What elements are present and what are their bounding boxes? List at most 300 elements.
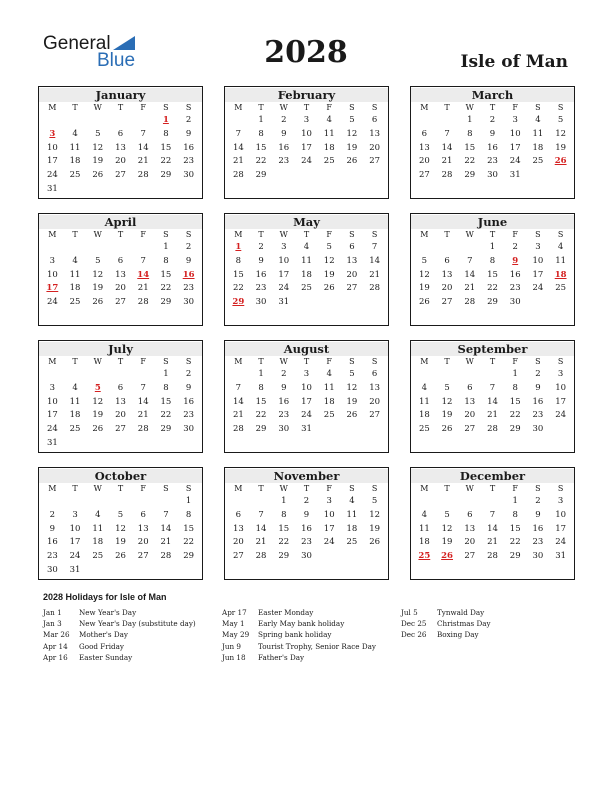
day-cell: 28 — [232, 170, 244, 181]
weekday-label: F — [512, 484, 518, 493]
day-cell: 22 — [509, 410, 521, 421]
day-cell: 29 — [255, 424, 267, 435]
holiday-day: 5 — [94, 382, 101, 393]
day-cell: 10 — [555, 509, 567, 520]
day-cell: 10 — [69, 523, 81, 534]
day-cell: 26 — [92, 170, 104, 181]
weekday-label: T — [489, 484, 496, 493]
empty-cell — [436, 114, 459, 128]
day-cell: 22 — [160, 156, 172, 167]
empty-cell — [109, 241, 132, 255]
day-cell: 29 — [160, 424, 172, 435]
empty-cell — [86, 495, 109, 509]
day-cell: 13 — [137, 523, 149, 534]
empty-cell — [413, 241, 436, 255]
day-cell: 10 — [301, 382, 312, 393]
day-cell: 5 — [421, 255, 428, 266]
day-cell: 13 — [115, 269, 126, 280]
day-cell: 19 — [346, 396, 358, 407]
day-cell: 4 — [326, 369, 332, 379]
day-cell: 29 — [160, 170, 172, 181]
weekday-label: T — [258, 103, 264, 112]
day-cell: 1 — [185, 496, 192, 506]
holiday-date: Apr 14 — [43, 641, 68, 651]
day-cell: 21 — [441, 156, 453, 167]
month-title: May — [225, 215, 388, 229]
month-january — [38, 86, 203, 199]
day-cell: 30 — [183, 170, 195, 181]
day-cell: 27 — [115, 424, 126, 435]
day-cell: 19 — [441, 410, 453, 421]
day-cell: 14 — [137, 142, 149, 153]
day-cell: 3 — [303, 115, 310, 125]
day-cell: 17 — [301, 142, 312, 153]
day-cell: 29 — [487, 297, 498, 308]
day-cell: 1 — [163, 369, 169, 379]
day-cell: 23 — [487, 156, 498, 167]
holiday-date: Jan 1 — [43, 608, 62, 617]
calendar-year: 2028 — [264, 35, 348, 70]
day-cell: 13 — [418, 142, 430, 153]
weekday-label: S — [557, 230, 564, 239]
day-cell: 2 — [258, 242, 264, 252]
weekday-label: F — [326, 230, 332, 239]
day-cell: 14 — [441, 142, 453, 153]
day-cell: 4 — [72, 255, 78, 266]
weekday-label: T — [258, 357, 264, 366]
day-cell: 6 — [117, 255, 124, 266]
day-cell: 30 — [532, 424, 544, 435]
holiday-date: Jul 5 — [401, 608, 418, 617]
weekday-label: S — [349, 357, 355, 366]
day-cell: 10 — [46, 269, 58, 280]
day-cell: 8 — [163, 255, 169, 266]
day-cell: 6 — [117, 128, 124, 139]
day-cell: 8 — [258, 128, 264, 139]
empty-cell — [227, 368, 250, 382]
day-cell: 6 — [235, 509, 242, 520]
day-cell: 23 — [278, 410, 290, 421]
day-grid — [225, 356, 388, 437]
month-title: July — [39, 342, 202, 356]
day-cell: 11 — [346, 509, 358, 520]
day-cell: 12 — [346, 128, 358, 139]
day-cell: 9 — [489, 128, 496, 139]
day-cell: 28 — [137, 297, 149, 308]
day-cell: 17 — [555, 396, 567, 407]
weekday-label: M — [48, 357, 57, 366]
day-cell: 23 — [46, 551, 58, 562]
empty-cell — [413, 368, 436, 382]
day-cell: 30 — [301, 551, 312, 562]
day-cell: 11 — [418, 396, 430, 407]
day-cell: 23 — [255, 283, 267, 294]
empty-cell — [436, 495, 459, 509]
day-cell: 5 — [444, 382, 450, 393]
day-cell: 17 — [532, 269, 544, 280]
empty-cell — [109, 495, 132, 509]
day-cell: 29 — [255, 170, 267, 181]
empty-cell — [436, 241, 459, 255]
weekday-label: T — [258, 484, 264, 493]
day-cell: 27 — [369, 156, 381, 167]
day-grid — [225, 102, 388, 183]
weekday-label: F — [140, 484, 146, 493]
day-cell: 26 — [369, 537, 381, 548]
day-cell: 6 — [371, 115, 378, 125]
month-title: April — [39, 215, 202, 229]
day-cell: 27 — [115, 297, 126, 308]
day-cell: 16 — [509, 269, 521, 280]
day-cell: 13 — [464, 396, 476, 407]
day-cell: 24 — [301, 410, 312, 421]
day-cell: 12 — [92, 269, 104, 280]
day-cell: 8 — [163, 128, 169, 139]
day-cell: 28 — [255, 551, 267, 562]
weekday-label: F — [326, 357, 332, 366]
holiday-day: 1 — [235, 242, 242, 252]
weekday-label: M — [420, 230, 429, 239]
day-cell: 23 — [183, 156, 195, 167]
holiday-date: Dec 25 — [401, 619, 427, 629]
day-cell: 27 — [115, 170, 126, 181]
empty-cell — [413, 495, 436, 509]
day-cell: 12 — [323, 255, 335, 266]
day-grid — [39, 356, 202, 451]
day-cell: 12 — [115, 523, 126, 534]
day-cell: 26 — [115, 551, 126, 562]
empty-cell — [227, 495, 250, 509]
weekday-label: S — [185, 484, 192, 493]
day-cell: 18 — [69, 156, 81, 167]
day-cell: 3 — [326, 496, 332, 506]
day-cell: 20 — [346, 269, 358, 280]
holiday-row — [222, 629, 376, 640]
day-cell: 25 — [69, 297, 81, 308]
day-cell: 8 — [235, 255, 242, 266]
day-cell: 7 — [371, 242, 378, 252]
day-cell: 26 — [441, 424, 453, 435]
holiday-day: 26 — [441, 551, 453, 562]
day-cell: 23 — [183, 283, 195, 294]
day-cell: 21 — [464, 283, 476, 294]
day-cell: 15 — [183, 523, 195, 534]
day-cell: 24 — [46, 424, 58, 435]
weekday-label: F — [326, 484, 332, 493]
day-cell: 19 — [418, 283, 430, 294]
holiday-name: Easter Sunday — [79, 652, 133, 662]
day-cell: 9 — [49, 523, 56, 534]
day-cell: 10 — [46, 396, 58, 407]
day-cell: 18 — [69, 410, 81, 421]
weekday-label: T — [489, 230, 496, 239]
day-cell: 9 — [535, 382, 541, 393]
holiday-day: 14 — [137, 269, 150, 280]
holidays-title: 2028 Holidays for Isle of Man — [43, 592, 167, 602]
day-cell: 18 — [92, 537, 104, 548]
day-cell: 15 — [464, 142, 476, 153]
day-cell: 31 — [278, 297, 290, 308]
weekday-label: W — [465, 484, 474, 493]
day-grid — [39, 229, 202, 310]
day-cell: 23 — [509, 283, 521, 294]
day-cell: 5 — [349, 115, 355, 125]
day-cell: 29 — [509, 424, 521, 435]
weekday-label: T — [117, 357, 124, 366]
weekday-label: F — [140, 357, 146, 366]
weekday-label: W — [465, 103, 474, 112]
day-cell: 24 — [323, 537, 335, 548]
weekday-label: T — [72, 103, 78, 112]
day-cell: 17 — [323, 523, 335, 534]
day-cell: 30 — [278, 424, 290, 435]
day-cell: 16 — [532, 396, 544, 407]
day-cell: 18 — [532, 142, 544, 153]
day-cell: 21 — [232, 410, 244, 421]
day-cell: 24 — [69, 551, 81, 562]
holiday-row — [222, 641, 376, 652]
day-cell: 30 — [255, 297, 267, 308]
day-cell: 19 — [92, 156, 104, 167]
weekday-label: S — [163, 357, 169, 366]
day-cell: 2 — [535, 369, 541, 379]
day-cell: 18 — [418, 410, 430, 421]
weekday-label: T — [444, 484, 450, 493]
day-cell: 24 — [509, 156, 521, 167]
holiday-row — [43, 618, 196, 629]
day-cell: 10 — [532, 255, 544, 266]
month-title: October — [39, 469, 202, 483]
day-grid — [225, 229, 388, 310]
weekday-label: W — [93, 230, 102, 239]
day-cell: 18 — [418, 537, 430, 548]
day-cell: 4 — [72, 382, 78, 393]
day-cell: 31 — [46, 437, 58, 448]
weekday-label: T — [117, 484, 124, 493]
day-cell: 8 — [185, 509, 192, 520]
holiday-date: May 1 — [222, 619, 245, 629]
day-cell: 15 — [232, 269, 244, 280]
day-cell: 13 — [115, 396, 126, 407]
empty-cell — [109, 368, 132, 382]
day-cell: 5 — [557, 115, 564, 125]
weekday-label: T — [444, 357, 450, 366]
weekday-label: F — [326, 103, 332, 112]
day-cell: 1 — [281, 496, 287, 506]
holiday-column — [222, 607, 376, 663]
weekday-label: T — [489, 357, 496, 366]
empty-cell — [132, 114, 155, 128]
day-cell: 21 — [255, 537, 267, 548]
empty-cell — [458, 495, 481, 509]
day-grid — [225, 483, 388, 564]
day-cell: 22 — [509, 537, 521, 548]
day-cell: 19 — [441, 537, 453, 548]
day-cell: 17 — [301, 396, 312, 407]
day-cell: 13 — [346, 255, 358, 266]
day-cell: 29 — [183, 551, 195, 562]
day-cell: 15 — [278, 523, 290, 534]
weekday-label: S — [349, 230, 355, 239]
holiday-date: Jun 18 — [222, 652, 246, 662]
empty-cell — [458, 368, 481, 382]
day-cell: 6 — [444, 255, 450, 266]
day-cell: 3 — [535, 242, 541, 252]
weekday-label: M — [48, 103, 57, 112]
day-cell: 27 — [232, 551, 244, 562]
day-cell: 10 — [278, 255, 290, 266]
holiday-date: Mar 26 — [43, 630, 70, 640]
day-cell: 13 — [369, 382, 381, 393]
day-cell: 22 — [278, 537, 290, 548]
day-cell: 5 — [371, 496, 378, 506]
day-cell: 28 — [137, 424, 149, 435]
day-cell: 8 — [258, 382, 264, 393]
day-cell: 1 — [512, 369, 518, 379]
day-cell: 12 — [346, 382, 358, 393]
day-cell: 5 — [326, 242, 332, 252]
day-cell: 24 — [301, 156, 312, 167]
day-cell: 19 — [115, 537, 126, 548]
holiday-name: Spring bank holiday — [258, 630, 332, 640]
weekday-label: M — [234, 230, 243, 239]
day-cell: 18 — [323, 396, 335, 407]
weekday-label: M — [420, 484, 429, 493]
day-cell: 28 — [369, 283, 381, 294]
day-cell: 22 — [160, 283, 172, 294]
day-cell: 7 — [235, 382, 242, 393]
day-cell: 13 — [441, 269, 453, 280]
empty-cell — [64, 495, 87, 509]
weekday-label: S — [349, 103, 355, 112]
day-cell: 10 — [46, 142, 58, 153]
day-cell: 30 — [532, 551, 544, 562]
holiday-row — [401, 607, 491, 618]
day-cell: 7 — [444, 128, 450, 139]
day-cell: 4 — [535, 115, 541, 125]
empty-cell — [132, 368, 155, 382]
day-cell: 22 — [183, 537, 195, 548]
day-cell: 3 — [557, 496, 564, 506]
day-cell: 3 — [49, 255, 56, 266]
day-cell: 4 — [326, 115, 332, 125]
holiday-date: May 29 — [222, 630, 250, 640]
day-cell: 30 — [183, 297, 195, 308]
holiday-name: Tourist Trophy, Senior Race Day — [258, 641, 376, 651]
weekday-label: T — [117, 230, 124, 239]
day-cell: 21 — [137, 283, 149, 294]
day-cell: 14 — [487, 523, 498, 534]
day-cell: 5 — [444, 509, 450, 520]
weekday-label: S — [535, 230, 541, 239]
month-february — [224, 86, 389, 199]
day-cell: 20 — [369, 396, 381, 407]
month-september — [410, 340, 575, 453]
day-cell: 25 — [346, 537, 358, 548]
day-cell: 8 — [281, 509, 287, 520]
holiday-day: 1 — [162, 115, 169, 125]
day-cell: 25 — [69, 424, 81, 435]
day-cell: 21 — [487, 410, 498, 421]
day-cell: 13 — [369, 128, 381, 139]
day-cell: 4 — [421, 382, 428, 393]
empty-cell — [155, 495, 178, 509]
weekday-label: S — [185, 357, 192, 366]
day-cell: 23 — [532, 410, 544, 421]
empty-cell — [250, 495, 273, 509]
day-cell: 17 — [69, 537, 81, 548]
day-grid — [39, 483, 202, 578]
day-cell: 13 — [232, 523, 244, 534]
month-june — [410, 213, 575, 326]
day-cell: 14 — [232, 142, 244, 153]
weekday-label: W — [93, 103, 102, 112]
day-cell: 2 — [512, 242, 518, 252]
day-cell: 15 — [160, 142, 172, 153]
weekday-label: W — [465, 230, 474, 239]
day-cell: 11 — [92, 523, 104, 534]
day-cell: 2 — [185, 115, 192, 125]
month-december — [410, 467, 575, 580]
holiday-day: 17 — [46, 283, 59, 294]
day-cell: 11 — [323, 382, 335, 393]
day-cell: 4 — [349, 496, 355, 506]
month-title: March — [411, 88, 574, 102]
weekday-label: W — [279, 103, 288, 112]
day-cell: 14 — [487, 396, 498, 407]
day-cell: 14 — [232, 396, 244, 407]
day-cell: 30 — [487, 170, 498, 181]
day-cell: 28 — [464, 297, 476, 308]
weekday-label: T — [489, 103, 496, 112]
holiday-name: Boxing Day — [437, 630, 479, 640]
month-title: September — [411, 342, 574, 356]
day-cell: 17 — [555, 523, 567, 534]
weekday-label: M — [234, 103, 243, 112]
day-cell: 23 — [278, 156, 290, 167]
day-cell: 21 — [232, 156, 244, 167]
day-cell: 2 — [489, 115, 496, 125]
empty-cell — [481, 495, 504, 509]
holiday-date: Jan 3 — [43, 619, 62, 629]
day-cell: 2 — [281, 369, 287, 379]
day-cell: 31 — [69, 564, 81, 575]
day-cell: 25 — [418, 424, 430, 435]
month-march — [410, 86, 575, 199]
day-cell: 22 — [464, 156, 476, 167]
day-cell: 21 — [369, 269, 381, 280]
day-cell: 6 — [467, 382, 473, 393]
day-cell: 6 — [140, 509, 146, 520]
empty-cell — [64, 241, 87, 255]
holiday-name: Tynwald Day — [437, 608, 485, 617]
empty-cell — [109, 114, 132, 128]
day-cell: 12 — [92, 142, 104, 153]
day-cell: 24 — [46, 170, 58, 181]
day-cell: 18 — [69, 283, 81, 294]
day-cell: 12 — [418, 269, 430, 280]
day-cell: 9 — [535, 509, 541, 520]
day-cell: 8 — [512, 382, 518, 393]
day-cell: 9 — [185, 128, 192, 139]
day-cell: 21 — [137, 156, 149, 167]
day-cell: 18 — [346, 523, 358, 534]
day-grid — [411, 483, 574, 564]
day-cell: 11 — [69, 396, 81, 407]
weekday-label: S — [163, 230, 169, 239]
day-cell: 27 — [418, 170, 430, 181]
day-cell: 5 — [117, 509, 124, 520]
